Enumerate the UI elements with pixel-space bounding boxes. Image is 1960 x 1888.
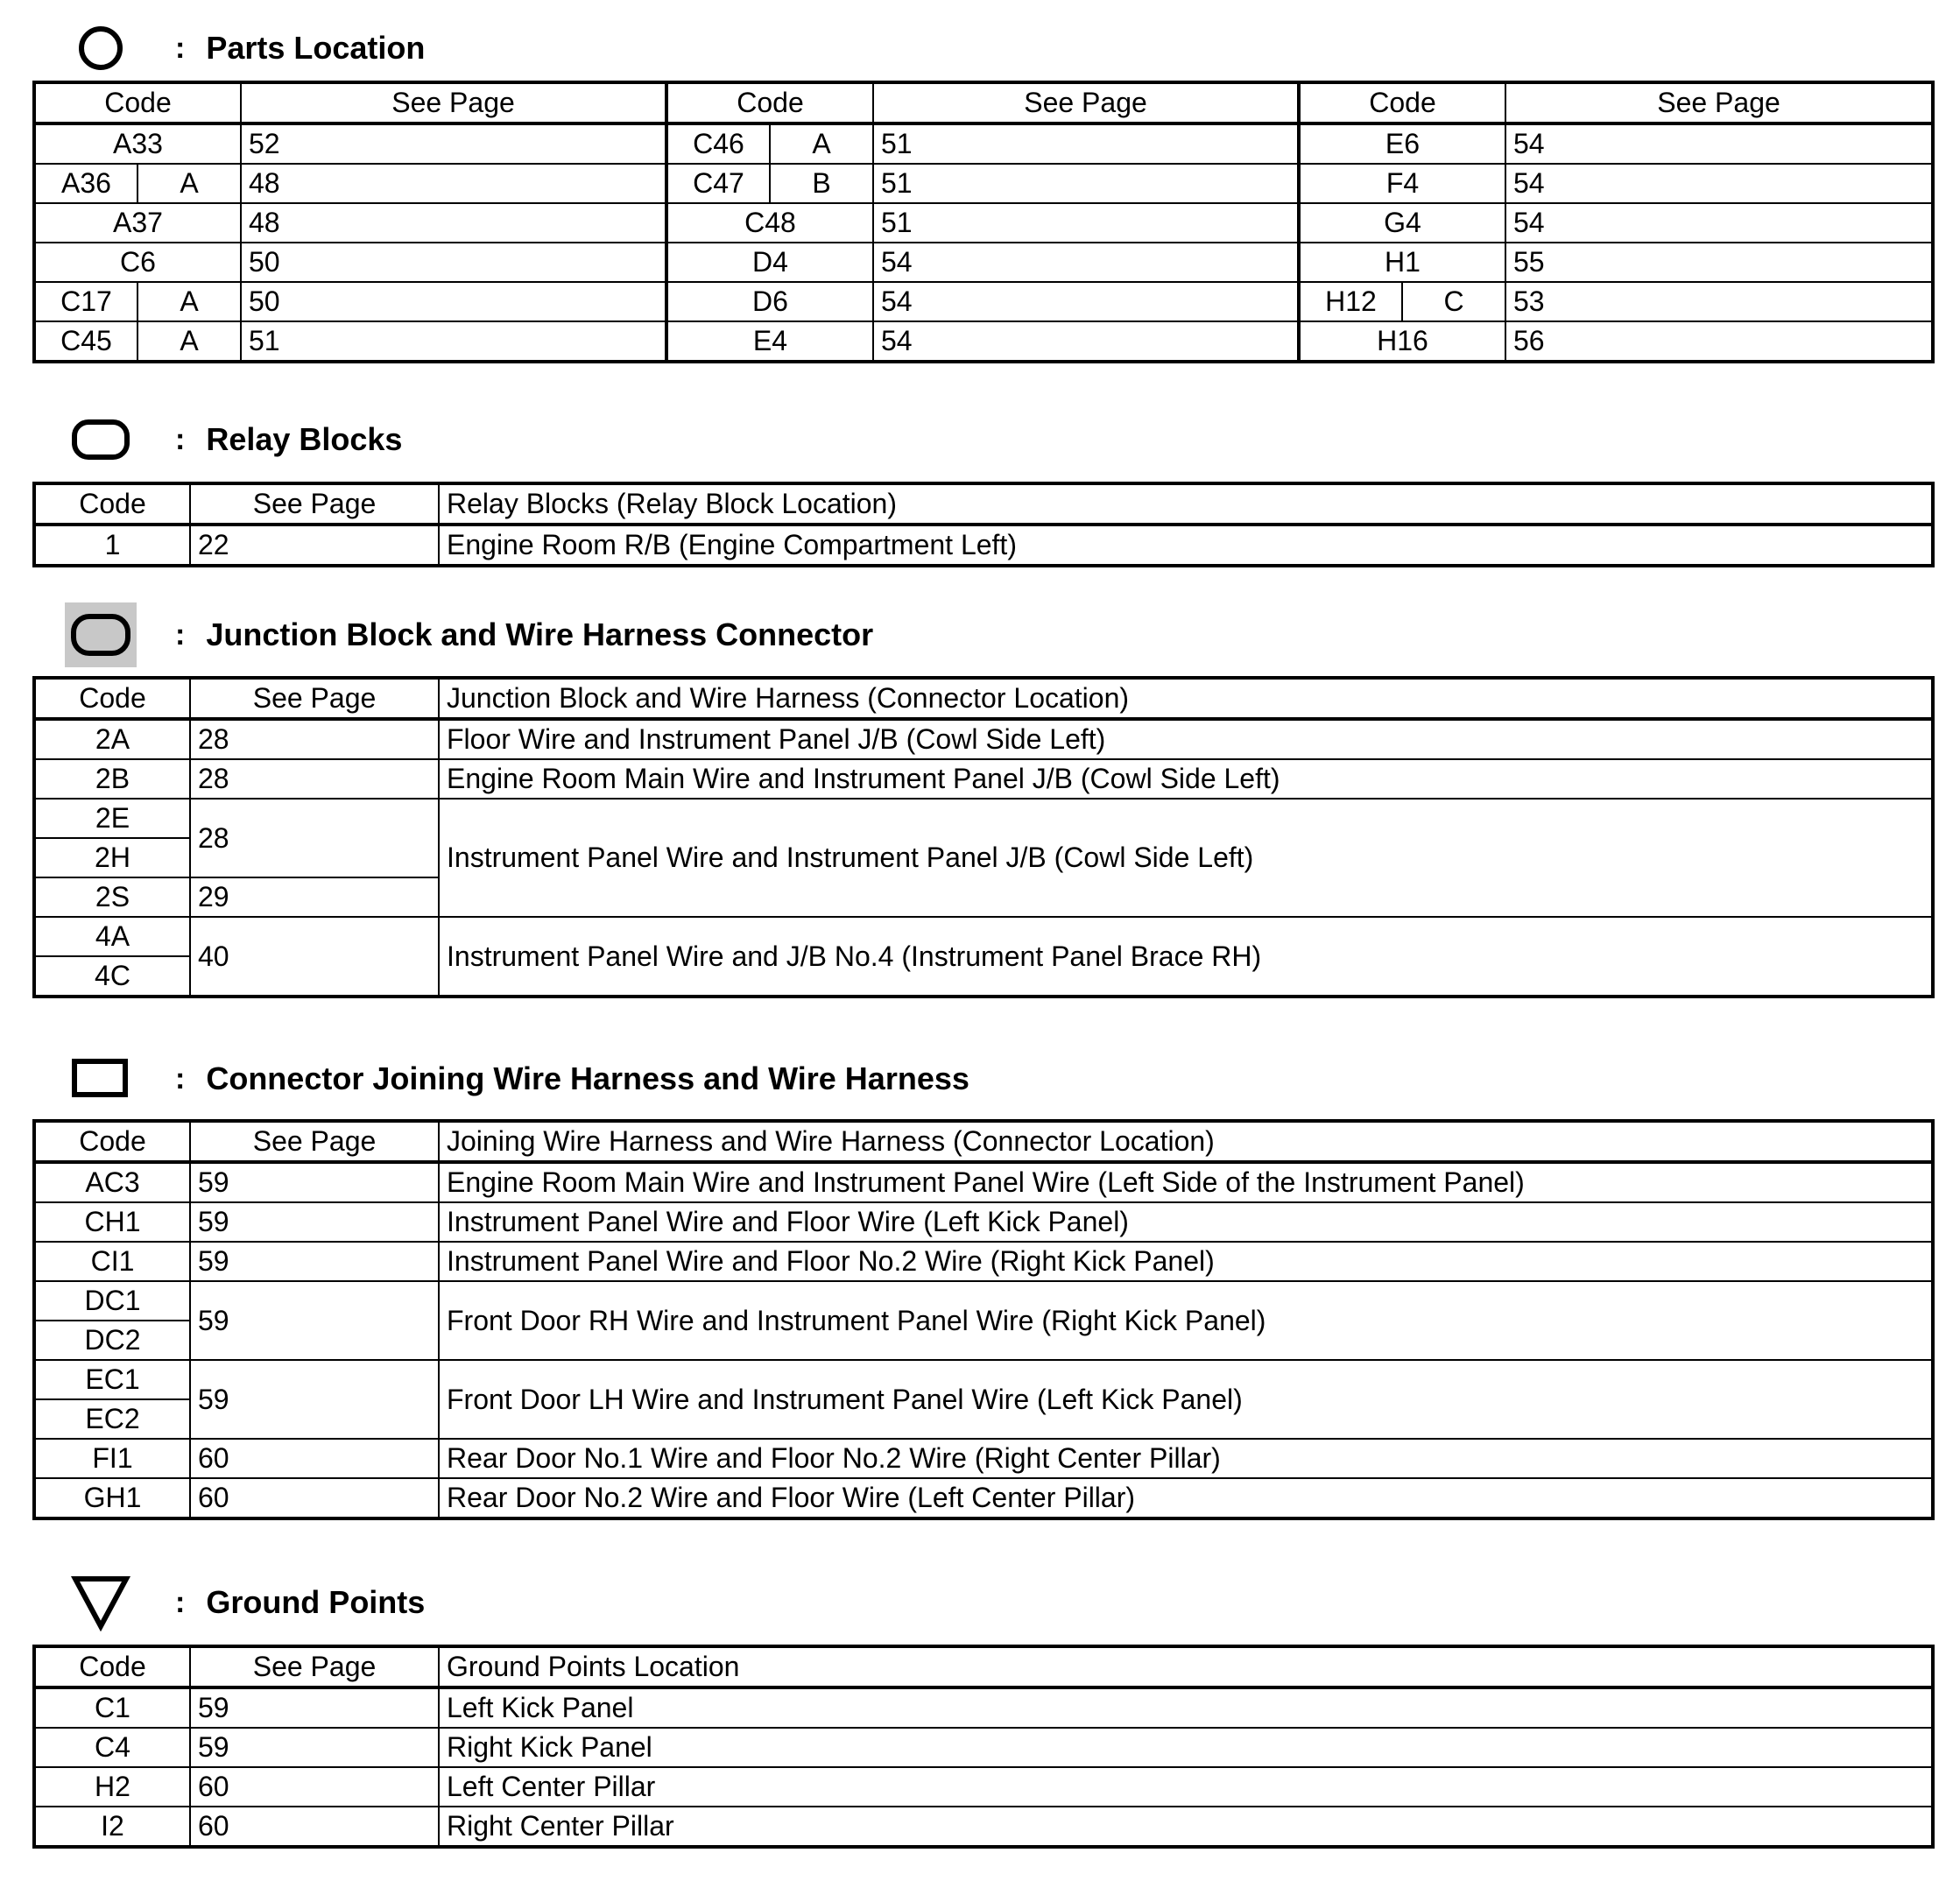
description-cell: Engine Room Main Wire and Instrument Panel Wire (Left Side of the Instrument Panel) — [439, 1162, 1933, 1202]
description-cell: Floor Wire and Instrument Panel J/B (Cowl Side Left) — [439, 719, 1933, 759]
header-see-page: See Page — [190, 1121, 439, 1162]
description-cell: Right Center Pillar — [439, 1807, 1933, 1847]
header-code: Code — [34, 82, 241, 123]
header-code: Code — [34, 1121, 190, 1162]
see-page-cell: 59 — [190, 1360, 439, 1439]
description-cell: Right Kick Panel — [439, 1728, 1933, 1767]
see-page-cell: 28 — [190, 799, 439, 877]
table-row — [34, 917, 1933, 956]
table-row — [34, 321, 1933, 362]
table-row — [34, 123, 1933, 164]
code-cell: C1 — [34, 1687, 190, 1728]
code-cell: H12 — [1299, 282, 1402, 321]
description-cell: Left Kick Panel — [439, 1687, 1933, 1728]
description-cell: Front Door LH Wire and Instrument Panel Wire (Left Kick Panel) — [439, 1360, 1933, 1439]
table-row — [34, 759, 1933, 799]
code-cell: 4C — [34, 956, 190, 997]
header-row — [34, 678, 1933, 719]
code-cell: C46 — [666, 123, 770, 164]
header-see-page: See Page — [190, 483, 439, 525]
see-page-cell: 54 — [873, 243, 1299, 282]
code-cell: 1 — [34, 525, 190, 566]
header-description: Joining Wire Harness and Wire Harness (Connector Location) — [439, 1121, 1933, 1162]
circle-icon — [61, 13, 140, 83]
colon: : — [175, 617, 186, 652]
code-cell: FI1 — [34, 1439, 190, 1478]
see-page-cell: 59 — [190, 1242, 439, 1281]
colon: : — [175, 1585, 186, 1619]
header-see-page: See Page — [241, 82, 666, 123]
see-page-cell: 60 — [190, 1478, 439, 1518]
section-title: Parts Location — [206, 30, 426, 66]
code-cell: 2B — [34, 759, 190, 799]
see-page-cell: 60 — [190, 1767, 439, 1807]
code-cell: CI1 — [34, 1242, 190, 1281]
header-row — [34, 1121, 1933, 1162]
see-page-cell: 28 — [190, 759, 439, 799]
table-row — [34, 1728, 1933, 1767]
junction-block-table — [32, 676, 1935, 998]
junction-block-heading — [61, 600, 873, 670]
code-cell: F4 — [1299, 164, 1505, 203]
see-page-cell: 51 — [873, 164, 1299, 203]
code-cell: E4 — [666, 321, 873, 362]
see-page-cell: 28 — [190, 719, 439, 759]
see-page-cell: 51 — [873, 123, 1299, 164]
code-cell: G4 — [1299, 203, 1505, 243]
see-page-cell: 55 — [1505, 243, 1933, 282]
code-cell: A37 — [34, 203, 241, 243]
description-cell: Instrument Panel Wire and J/B No.4 (Instrument Panel Brace RH) — [439, 917, 1933, 997]
table-row — [34, 1242, 1933, 1281]
table-row — [34, 1162, 1933, 1202]
description-cell: Rear Door No.1 Wire and Floor No.2 Wire (Right Center Pillar) — [439, 1439, 1933, 1478]
see-page-cell: 51 — [241, 321, 666, 362]
code-cell: A33 — [34, 123, 241, 164]
table-row — [34, 164, 1933, 203]
code-cell: 2H — [34, 838, 190, 877]
see-page-cell: 50 — [241, 282, 666, 321]
code-cell: C4 — [34, 1728, 190, 1767]
section-title: Relay Blocks — [206, 421, 403, 457]
description-cell: Rear Door No.2 Wire and Floor Wire (Left Center Pillar) — [439, 1478, 1933, 1518]
table-row — [34, 1478, 1933, 1518]
code-cell: AC3 — [34, 1162, 190, 1202]
code-cell: D6 — [666, 282, 873, 321]
see-page-cell: 59 — [190, 1202, 439, 1242]
table-row — [34, 282, 1933, 321]
shaded-rounded-rectangle-icon — [61, 600, 140, 670]
code-cell: DC2 — [34, 1321, 190, 1360]
see-page-cell: 54 — [873, 321, 1299, 362]
header-code: Code — [34, 678, 190, 719]
header-code: Code — [34, 483, 190, 525]
header-description: Relay Blocks (Relay Block Location) — [439, 483, 1933, 525]
table-row — [34, 1360, 1933, 1399]
code-cell: A36 — [34, 164, 137, 203]
see-page-cell: 59 — [190, 1162, 439, 1202]
code-suffix-cell: C — [1402, 282, 1505, 321]
code-suffix-cell: B — [770, 164, 873, 203]
code-cell: H2 — [34, 1767, 190, 1807]
header-code: Code — [1299, 82, 1505, 123]
table-row — [34, 1687, 1933, 1728]
code-cell: 4A — [34, 917, 190, 956]
header-description: Ground Points Location — [439, 1646, 1933, 1687]
parts-location-heading — [61, 13, 425, 83]
rounded-rectangle-icon — [61, 405, 140, 475]
header-code: Code — [34, 1646, 190, 1687]
table-row — [34, 1767, 1933, 1807]
code-cell: GH1 — [34, 1478, 190, 1518]
code-suffix-cell: A — [137, 321, 241, 362]
table-row — [34, 203, 1933, 243]
see-page-cell: 54 — [873, 282, 1299, 321]
section-title: Junction Block and Wire Harness Connector — [206, 616, 874, 652]
header-see-page: See Page — [190, 1646, 439, 1687]
code-cell: C48 — [666, 203, 873, 243]
code-cell: H1 — [1299, 243, 1505, 282]
see-page-cell: 59 — [190, 1281, 439, 1360]
code-cell: 2A — [34, 719, 190, 759]
header-see-page: See Page — [190, 678, 439, 719]
see-page-cell: 52 — [241, 123, 666, 164]
header-code: Code — [666, 82, 873, 123]
see-page-cell: 51 — [873, 203, 1299, 243]
code-cell: H16 — [1299, 321, 1505, 362]
see-page-cell: 48 — [241, 164, 666, 203]
see-page-cell: 59 — [190, 1728, 439, 1767]
ground-points-heading — [61, 1567, 425, 1638]
table-row — [34, 799, 1933, 838]
see-page-cell: 60 — [190, 1807, 439, 1847]
header-row — [34, 1646, 1933, 1687]
description-cell: Instrument Panel Wire and Floor No.2 Wire (Right Kick Panel) — [439, 1242, 1933, 1281]
description-cell: Instrument Panel Wire and Floor Wire (Left Kick Panel) — [439, 1202, 1933, 1242]
see-page-cell: 60 — [190, 1439, 439, 1478]
table-row — [34, 719, 1933, 759]
code-cell: D4 — [666, 243, 873, 282]
description-cell: Front Door RH Wire and Instrument Panel Wire (Right Kick Panel) — [439, 1281, 1933, 1360]
code-suffix-cell: A — [137, 282, 241, 321]
connector-joining-heading — [61, 1044, 969, 1114]
see-page-cell: 56 — [1505, 321, 1933, 362]
see-page-cell: 29 — [190, 877, 439, 917]
header-row — [34, 82, 1933, 123]
triangle-down-icon — [61, 1567, 140, 1638]
table-row — [34, 1807, 1933, 1847]
relay-blocks-table — [32, 482, 1935, 567]
table-row — [34, 525, 1933, 566]
see-page-cell: 54 — [1505, 164, 1933, 203]
header-description: Junction Block and Wire Harness (Connector Location) — [439, 678, 1933, 719]
see-page-cell: 50 — [241, 243, 666, 282]
section-title: Connector Joining Wire Harness and Wire Harness — [206, 1060, 969, 1096]
relay-blocks-heading — [61, 405, 402, 475]
code-cell: CH1 — [34, 1202, 190, 1242]
table-row — [34, 243, 1933, 282]
code-cell: C6 — [34, 243, 241, 282]
table-row — [34, 1281, 1933, 1321]
code-suffix-cell: A — [137, 164, 241, 203]
ground-points-table — [32, 1645, 1935, 1849]
see-page-cell: 22 — [190, 525, 439, 566]
table-row — [34, 1202, 1933, 1242]
see-page-cell: 54 — [1505, 203, 1933, 243]
description-cell: Instrument Panel Wire and Instrument Panel J/B (Cowl Side Left) — [439, 799, 1933, 917]
description-cell: Left Center Pillar — [439, 1767, 1933, 1807]
colon: : — [175, 422, 186, 456]
colon: : — [175, 1061, 186, 1095]
header-row — [34, 483, 1933, 525]
parts-location-table — [32, 81, 1935, 363]
code-cell: 2E — [34, 799, 190, 838]
description-cell: Engine Room Main Wire and Instrument Panel J/B (Cowl Side Left) — [439, 759, 1933, 799]
code-cell: E6 — [1299, 123, 1505, 164]
code-suffix-cell: A — [770, 123, 873, 164]
header-see-page: See Page — [1505, 82, 1933, 123]
section-title: Ground Points — [206, 1584, 426, 1620]
code-cell: I2 — [34, 1807, 190, 1847]
see-page-cell: 54 — [1505, 123, 1933, 164]
connector-joining-table — [32, 1119, 1935, 1520]
code-cell: EC1 — [34, 1360, 190, 1399]
description-cell: Engine Room R/B (Engine Compartment Left) — [439, 525, 1933, 566]
code-cell: C47 — [666, 164, 770, 203]
rectangle-icon — [61, 1044, 140, 1114]
table-row — [34, 1439, 1933, 1478]
code-cell: EC2 — [34, 1399, 190, 1439]
header-see-page: See Page — [873, 82, 1299, 123]
see-page-cell: 48 — [241, 203, 666, 243]
code-cell: 2S — [34, 877, 190, 917]
see-page-cell: 40 — [190, 917, 439, 997]
code-cell: DC1 — [34, 1281, 190, 1321]
colon: : — [175, 31, 186, 65]
see-page-cell: 53 — [1505, 282, 1933, 321]
code-cell: C45 — [34, 321, 137, 362]
code-cell: C17 — [34, 282, 137, 321]
see-page-cell: 59 — [190, 1687, 439, 1728]
